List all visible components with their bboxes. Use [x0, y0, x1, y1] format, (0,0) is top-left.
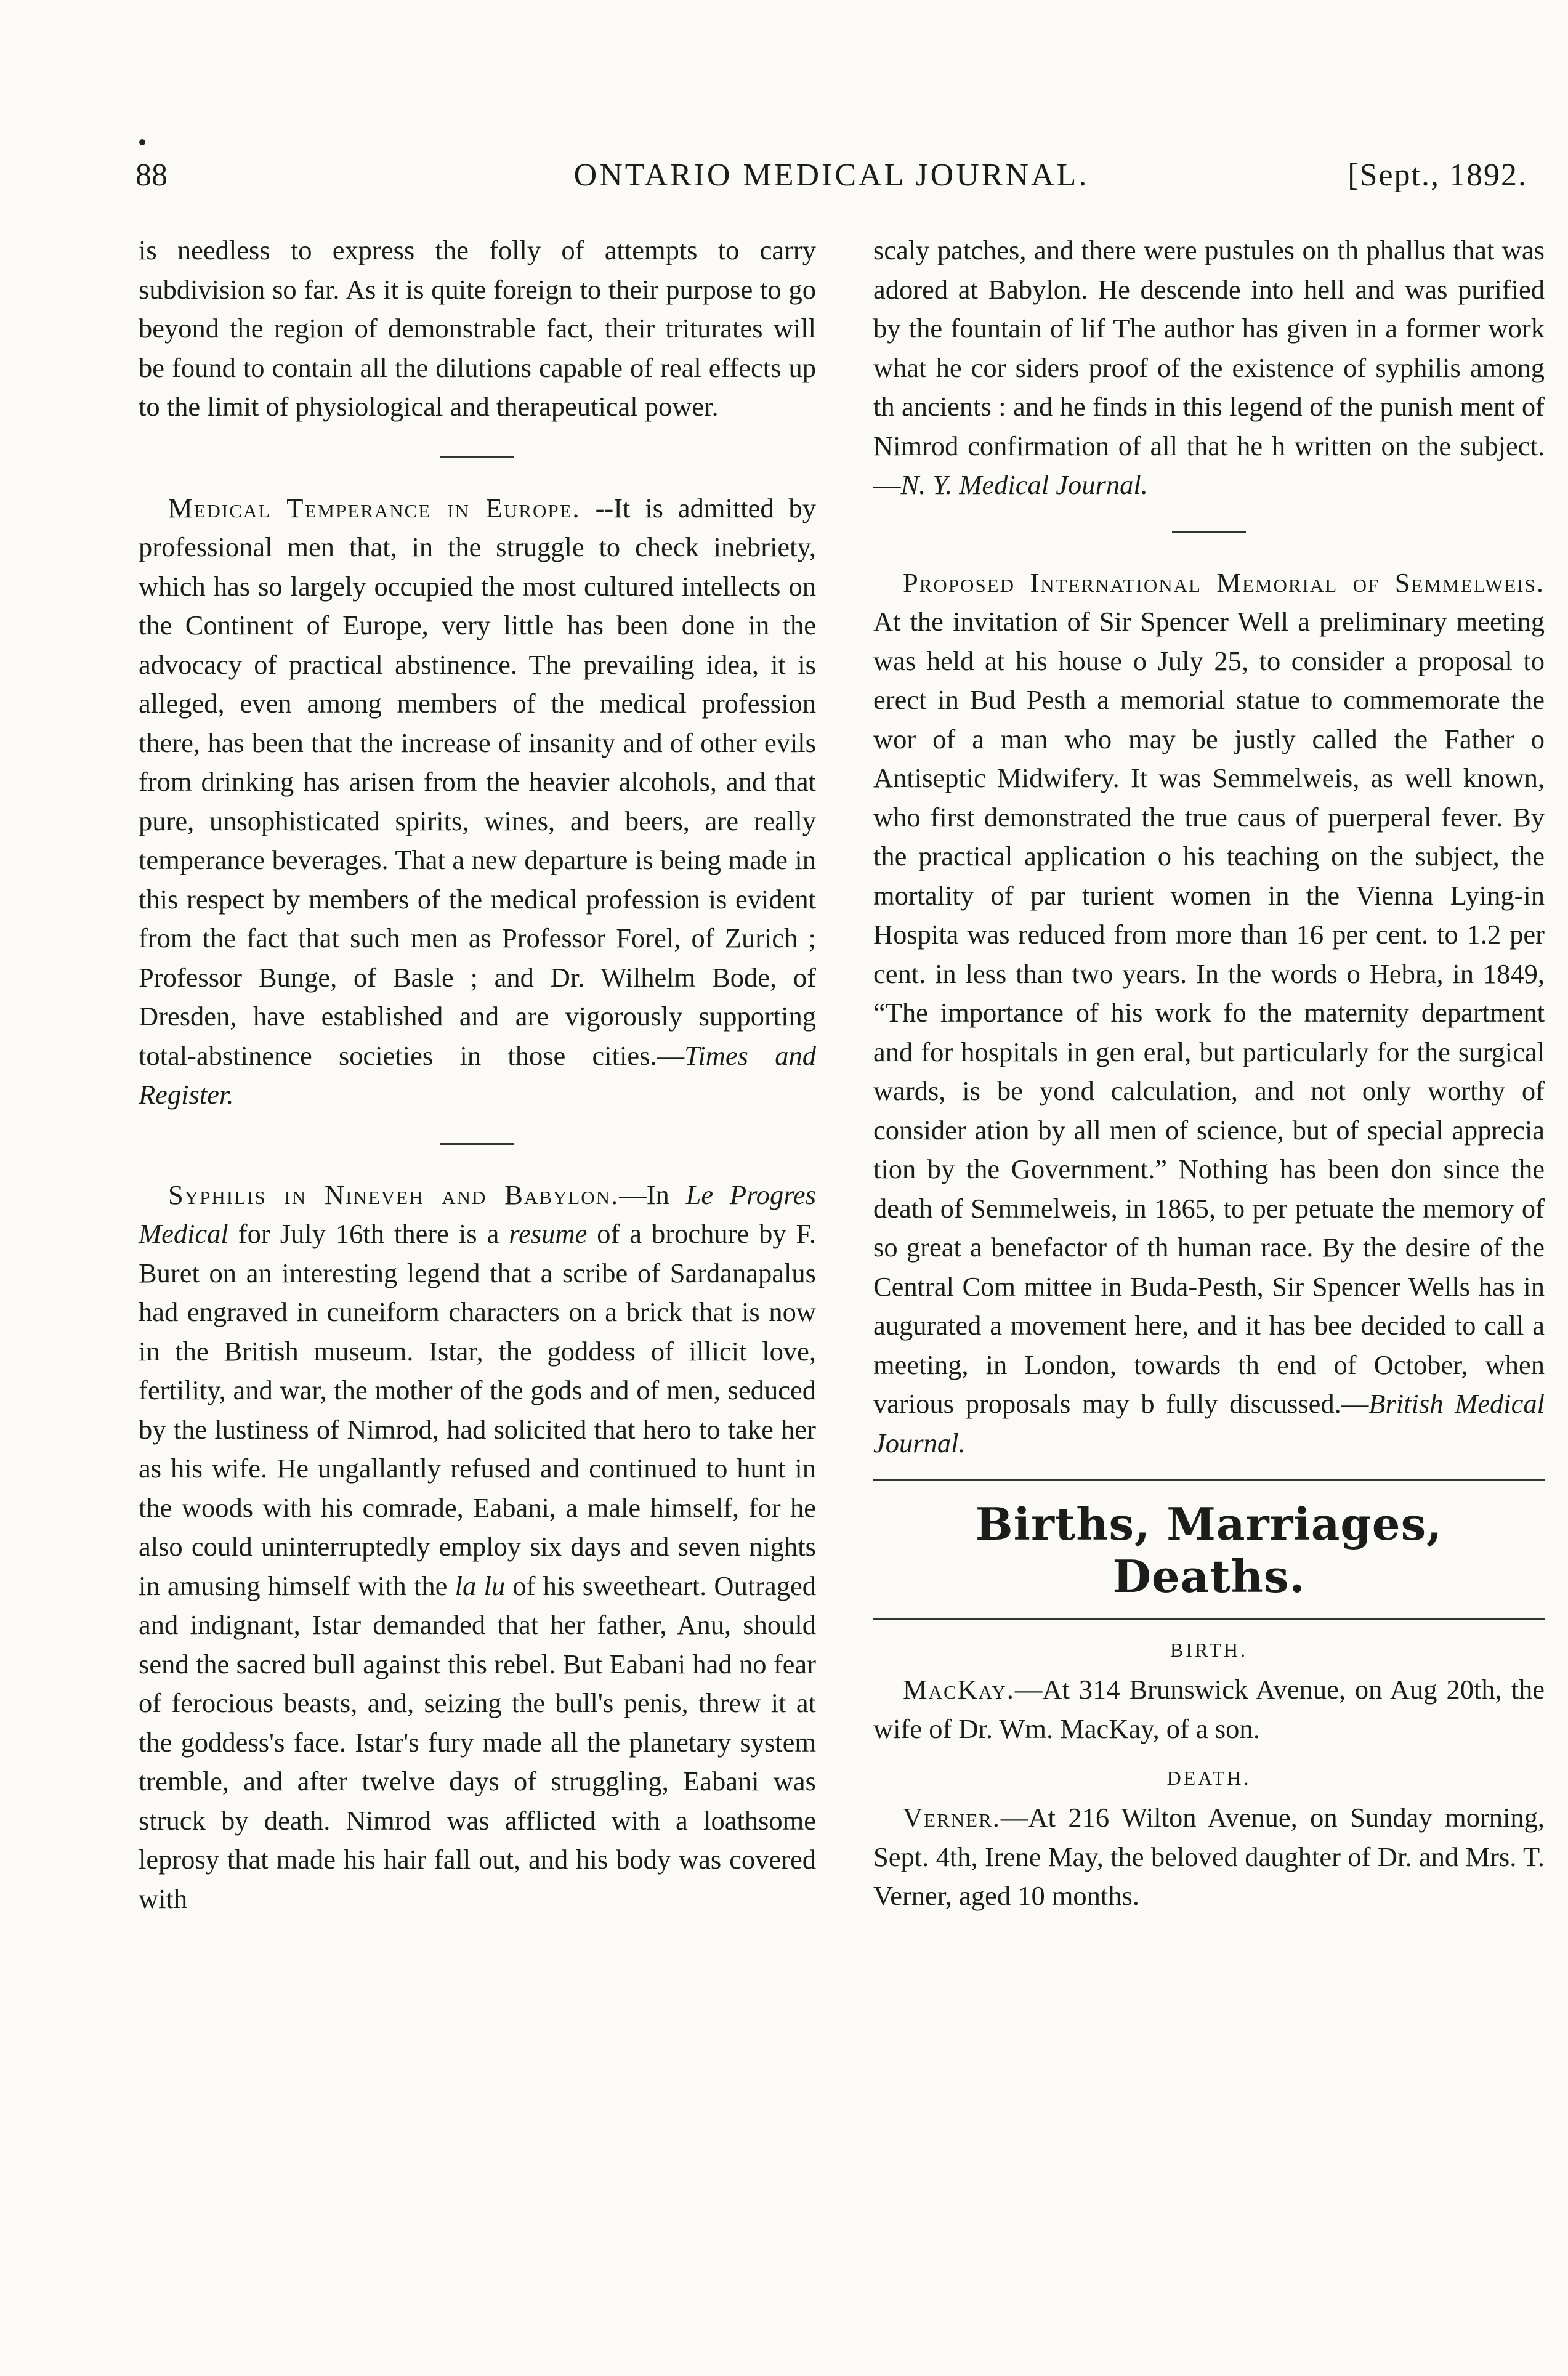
running-header — [135, 157, 1527, 206]
journal-title: ONTARIO MEDICAL JOURNAL. — [573, 158, 1089, 193]
article-body-segment: —In — [619, 1179, 686, 1210]
birth-text: —At 314 Brunswick Avenue, on Aug 20th, the wife of Dr. Wm. MacKay, of a son. — [873, 1674, 1545, 1744]
article-source: Times and Register. — [139, 1040, 816, 1110]
article-body-segment: of his sweetheart. Outraged and indignant, Istar demanded that her father, Anu, should send the sacred bull against this rebel. But Eabani had no fear of ferocious beasts, and, seizing the bull's penis, threw it at the goddess's face. Istar's fury made all the planetary system tremble, and after twelve days of struggling, Eabani was struck by death. Nimrod was afflicted with a loathsome leprosy that made his hair fall out, and his body was covered with — [139, 1570, 817, 1914]
page-number: 88 — [135, 158, 168, 193]
birth-heading: BIRTH. — [1170, 1639, 1248, 1661]
death-name: Verner. — [903, 1802, 1001, 1833]
continued-paragraph — [873, 231, 1545, 505]
left-column — [139, 231, 816, 1918]
article-body: At the invitation of Sir Spencer Well a preliminary meeting was held at his house o July 25, to consider a proposal to erect in Bud Pesth a memorial statue to commemorate the wor of a man who may be justly called the Father o Antiseptic Midwifery. It was Semmelweis, as well known, who first demonstrated the true caus of puerperal fever. By the practical application o his teaching on the subject, the mortality of par turient women in the Vienna Lying-in Hospita was reduced from more than 16 per cent. to 1.2 per cent. in less than two years. In the words o Hebra, in 1849, “The importance of his work fo the maternity department and for hospitals in gen eral, but particularly for the surgical wards, is be yond calculation, and not only worthy of consider ation by all men of science, but of special apprecia tion by the Government.” Nothing has been don since the death of Semmelweis, in 1865, to per petuate the memory of so great a benefactor of th human race. By the desire of the Central Com mittee in Buda-Pesth, Sir Spencer Wells has in augurated a movement here, and it has bee decided to call a meeting, in London, towards th end of October, when various proposals may b fully discussed.— — [873, 606, 1545, 1419]
birth-name: MacKay. — [903, 1674, 1015, 1705]
article-heading: Proposed International Memorial of Semmelweis. — [903, 567, 1545, 598]
section-births-marriages-deaths — [873, 1468, 1545, 1916]
death-notice — [873, 1798, 1545, 1916]
italic-text-segment: la lu — [455, 1570, 506, 1601]
section-title: Births, Marriages, Deaths. — [975, 1498, 1443, 1602]
article-syphilis — [139, 1176, 816, 1919]
section-rule-bottom — [873, 1618, 1545, 1620]
article-heading: Medical Temperance in Europe. — [168, 492, 581, 523]
article-body-segment: for July 16th there is a — [228, 1218, 509, 1249]
continued-text: scaly patches, and there were pustules on th phallus that was adored at Babylon. He descende into hell and was purified by the fountain of lif The author has given in a former work what he cor siders proof of the existence of syphilis among th ancients : and he finds in this legend of the punish ment of Nimrod confirmation of all that he h written on the subject.— — [873, 235, 1545, 500]
article-heading: Syphilis in Nineveh and Babylon. — [168, 1179, 620, 1210]
article-medical-temperance — [139, 489, 816, 1115]
article-body-segment: of a brochure by F. Buret on an interesting legend that a scribe of Sardanapalus had engraved in cuneiform characters on a brick that is now in the British museum. Istar, the goddess of illicit love, fertility, and war, the mother of the gods and of men, seduced by the lustiness of Nimrod, had solicited that hero to take her as his wife. He ungallantly refused and continued to hunt in the woods with his comrade, Eabani, a male himself, for he also could uninterruptedly employ six days and seven nights in amusing himself with the — [139, 1218, 816, 1601]
italic-text-segment: resume — [509, 1218, 588, 1249]
birth-notice — [873, 1670, 1545, 1748]
article-source: British Medical Journal. — [873, 1388, 1545, 1458]
right-column — [873, 231, 1545, 1916]
issue-date: [Sept., 1892. — [1348, 158, 1527, 193]
death-heading: DEATH. — [1166, 1767, 1251, 1789]
article-body: --It is admitted by professional men that, in the struggle to check inebriety, which has so largely occupied the most cultured intellects on the Continent of Europe, very little has been done in the advocacy of practical abstinence. The prevailing idea, it is alleged, even among members of the medical profession there, has been that the increase of insanity and of other evils from drinking has arisen from the heavier alcohols, and that pure, unsophisticated spirits, wines, and beers, are really temperance beverages. That a new departure is being made in this respect by members of the medical profession is evident from the fact that such men as Professor Forel, of Zurich ; Professor Bunge, of Basle ; and Dr. Wilhelm Bode, of Dresden, have established and are vigorously supporting total-abstinence societies in those cities.— — [139, 492, 816, 1071]
dot-ornament-icon — [137, 137, 148, 148]
continued-paragraph: is needless to express the folly of attempts to carry subdivision so far. As it is quite foreign to their purpose to go beyond the region of demonstrable fact, their triturates will be found to contain all the dilutions capable of real effects up to the limit of physiological and therapeutical power. — [139, 235, 816, 422]
death-text: —At 216 Wilton Avenue, on Sunday morning, Sept. 4th, Irene May, the beloved daughter of Dr. and Mrs. T. Verner, aged 10 months. — [873, 1802, 1545, 1911]
article-semmelweis — [873, 564, 1545, 1463]
italic-text-segment: Le Progres Medical — [139, 1179, 816, 1249]
article-source: N. Y. Medical Journal. — [900, 469, 1148, 500]
